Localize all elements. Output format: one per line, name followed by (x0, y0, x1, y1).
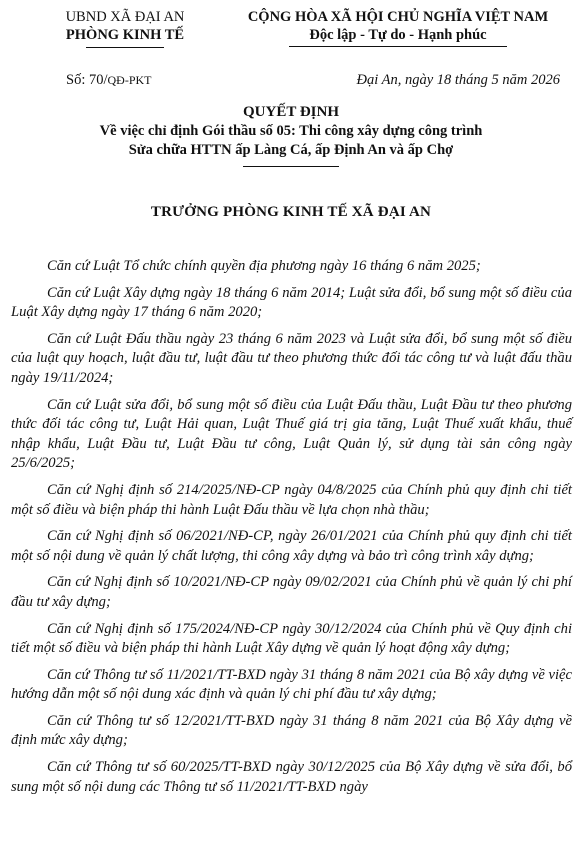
nation-name: CỘNG HÒA XÃ HỘI CHỦ NGHĨA VIỆT NAM (247, 9, 549, 25)
national-heading (222, 8, 574, 47)
document-kind: QUYẾT ĐỊNH (243, 104, 339, 120)
org-name: UBND XÃ ĐẠI AN (65, 9, 185, 25)
issuing-authority (40, 8, 210, 48)
document-date: Đại An, ngày 18 tháng 5 năm 2026 (356, 72, 560, 88)
signer-title: TRƯỞNG PHÒNG KINH TẾ XÃ ĐẠI AN (150, 204, 432, 220)
legal-basis-paragraph: Căn cứ Thông tư số 60/2025/TT-BXD ngày 30/12/2025 của Bộ Xây dựng về sửa đổi, bổ sung một số nội dung các Thông tư số 11/2021/TT-BXD ngày (11, 759, 572, 795)
legal-basis-paragraph: Căn cứ Luật sửa đổi, bổ sung một số điều của Luật Đấu thầu, Luật Đầu tư theo phương thức đối tác công tư, Luật Hải quan, Luật Thuế giá trị gia tăng, Luật Thuế xuất khẩu, thuế nhập khẩu, Luật Đầu tư, Luật Đầu tư công, Luật Quản lý, sử dụng tài sản công ngày 25/6/2025; (11, 396, 572, 472)
title-line-1: Về việc chỉ định Gói thầu số 05: Thi công xây dựng công trình (99, 123, 483, 139)
title-underline (243, 166, 339, 167)
document-number-code: QĐ-PKT (107, 73, 152, 87)
legal-basis-section (11, 257, 572, 804)
document-number-prefix: Số: 70/ (66, 72, 108, 88)
legal-basis-paragraph: Căn cứ Luật Đấu thầu ngày 23 tháng 6 năm 2023 và Luật sửa đổi, bổ sung một số điều của luật quy hoạch, luật đầu tư, luật đầu tư theo phương thức đối tác công tư và luật đấu thầu ngày 19/11/2024; (11, 330, 572, 386)
legal-basis-paragraph: Căn cứ Nghị định số 175/2024/NĐ-CP ngày 30/12/2024 của Chính phủ về Quy định chi tiết một số điều và biện pháp thi hành Luật Xây dựng về quản lý hoạt động xây dựng; (11, 620, 572, 657)
national-motto: Độc lập - Tự do - Hạnh phúc (309, 27, 487, 43)
legal-basis-paragraph: Căn cứ Nghị định số 214/2025/NĐ-CP ngày 04/8/2025 của Chính phủ quy định chi tiết một số điều và biện pháp thi hành Luật Đấu thầu về lựa chọn nhà thầu; (11, 481, 572, 518)
legal-basis-paragraph: Căn cứ Nghị định số 10/2021/NĐ-CP ngày 09/02/2021 của Chính phủ về quản lý chi phí đầu tư xây dựng; (11, 574, 572, 610)
document-title (20, 103, 562, 167)
title-line-2: Sửa chữa HTTN ấp Làng Cá, ấp Định An và ấp Chợ (128, 142, 454, 158)
motto-underline (289, 46, 507, 47)
legal-basis-paragraph: Căn cứ Luật Tổ chức chính quyền địa phương ngày 16 tháng 6 năm 2025; (47, 258, 481, 274)
legal-basis-paragraph: Căn cứ Luật Xây dựng ngày 18 tháng 6 năm 2014; Luật sửa đổi, bổ sung một số điều của Luật Xây dựng ngày 17 tháng 6 năm 2020; (11, 284, 572, 321)
legal-basis-paragraph: Căn cứ Thông tư số 12/2021/TT-BXD ngày 31 tháng 8 năm 2021 của Bộ Xây dựng về định mức xây dựng; (11, 712, 572, 749)
authority-underline (86, 47, 164, 48)
document-number (66, 72, 152, 89)
department-name: PHÒNG KINH TẾ (65, 27, 185, 43)
legal-basis-paragraph: Căn cứ Thông tư số 11/2021/TT-BXD ngày 31 tháng 8 năm 2021 của Bộ xây dựng về việc hướng dẫn một số nội dung xác định và quản lý chi phí đầu tư xây dựng; (11, 666, 572, 703)
legal-basis-paragraph: Căn cứ Nghị định số 06/2021/NĐ-CP, ngày 26/01/2021 của Chính phủ quy định chi tiết một số nội dung về quản lý chất lượng, thi công xây dựng và bảo trì công trình xây dựng; (11, 528, 572, 564)
